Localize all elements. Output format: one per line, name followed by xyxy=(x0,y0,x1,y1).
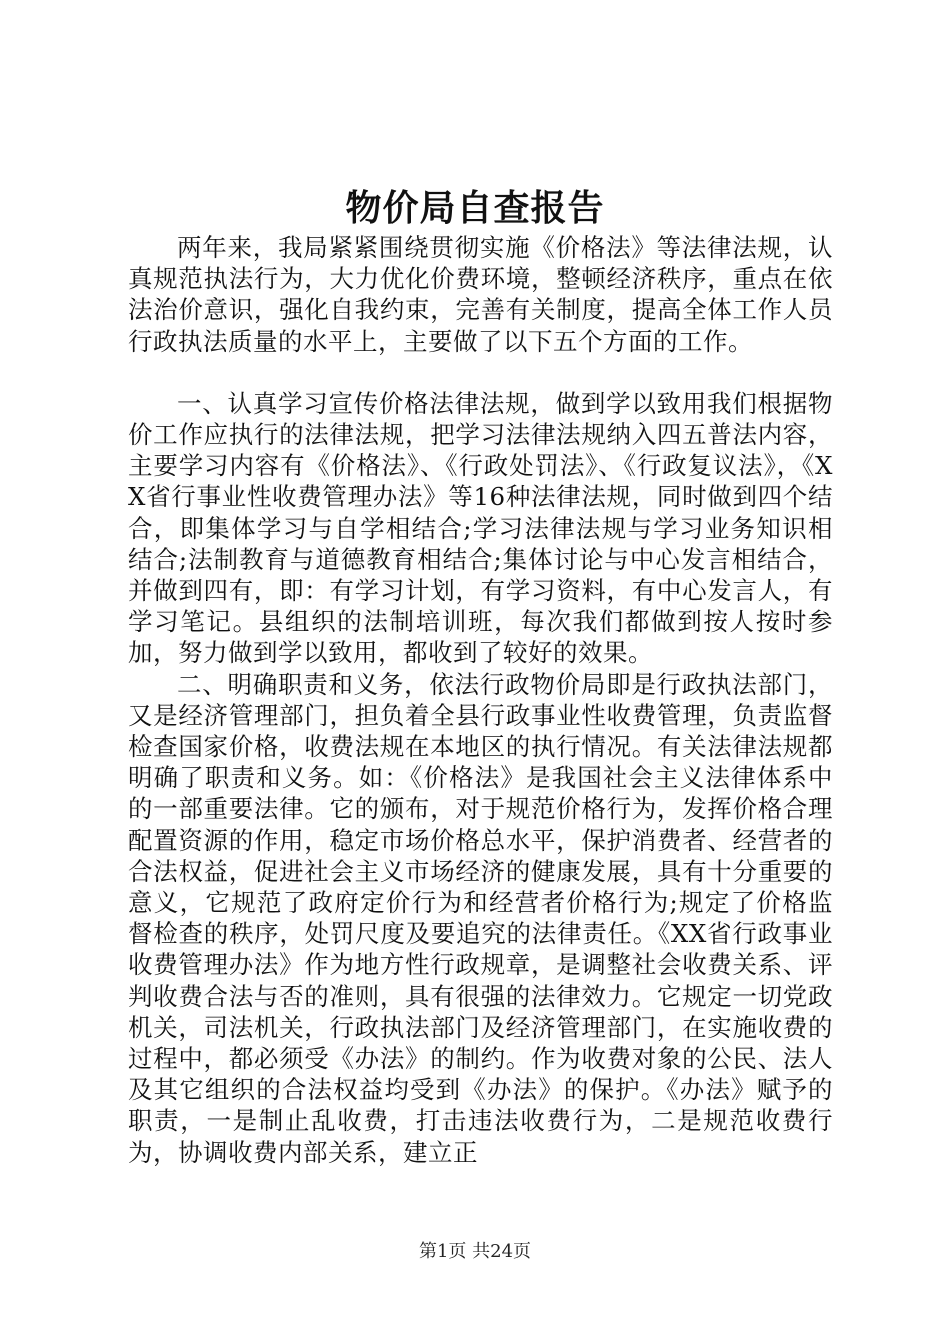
document-body xyxy=(128,232,833,1168)
page-number-footer: 第1页 共24页 xyxy=(418,1241,532,1262)
paragraph-section-2: 二、明确职责和义务，依法行政物价局即是行政执法部门，又是经济管理部门，担负着全县行政事业性收费管理，负责监督检查国家价格，收费法规在本地区的执行情况。有关法律法规都明确了职责和义务。如：《价格法》是我国社会主义法律体系中的一部重要法律。它的颁布，对于规范价格行为，发挥价格合理配置资源的作用，稳定市场价格总水平，保护消费者、经营者的合法权益，促进社会主义市场经济的健康发展，具有十分重要的意义，它规范了政府定价行为和经营者价格行为;规定了价格监督检查的秩序，处罚尺度及要追究的法律责任。《XX省行政事业收费管理办法》作为地方性行政规章，是调整社会收费关系、评判收费合法与否的准则，具有很强的法律效力。它规定一切党政机关，司法机关，行政执法部门及经济管理部门，在实施收费的过程中，都必须受《办法》的制约。作为收费对象的公民、法人及其它组织的合法权益均受到《办法》的保护。《办法》赋予的职责，一是制止乱收费，打击违法收费行为，二是规范收费行为，协调收费内部关系，建立正 xyxy=(128,669,833,1167)
document-title: 物价局自查报告 xyxy=(345,187,605,229)
paragraph-section-1: 一、认真学习宣传价格法律法规，做到学以致用我们根据物价工作应执行的法律法规，把学习法律法规纳入四五普法内容，主要学习内容有《价格法》、《行政处罚法》、《行政复议法》，《XX省行事业性收费管理办法》等16种法律法规，同时做到四个结合，即集体学习与自学相结合;学习法律法规与学习业务知识相结合;法制教育与道德教育相结合;集体讨论与中心发言相结合，并做到四有，即：有学习计划，有学习资料，有中心发言人，有学习笔记。县组织的法制培训班，每次我们都做到按人按时参加，努力做到学以致用，都收到了较好的效果。 xyxy=(128,388,833,668)
paragraph-intro: 两年来，我局紧紧围绕贯彻实施《价格法》等法律法规，认真规范执法行为，大力优化价费环境，整顿经济秩序，重点在依法治价意识，强化自我约束，完善有关制度，提高全体工作人员行政执法质量的水平上，主要做了以下五个方面的工作。 xyxy=(128,233,833,356)
